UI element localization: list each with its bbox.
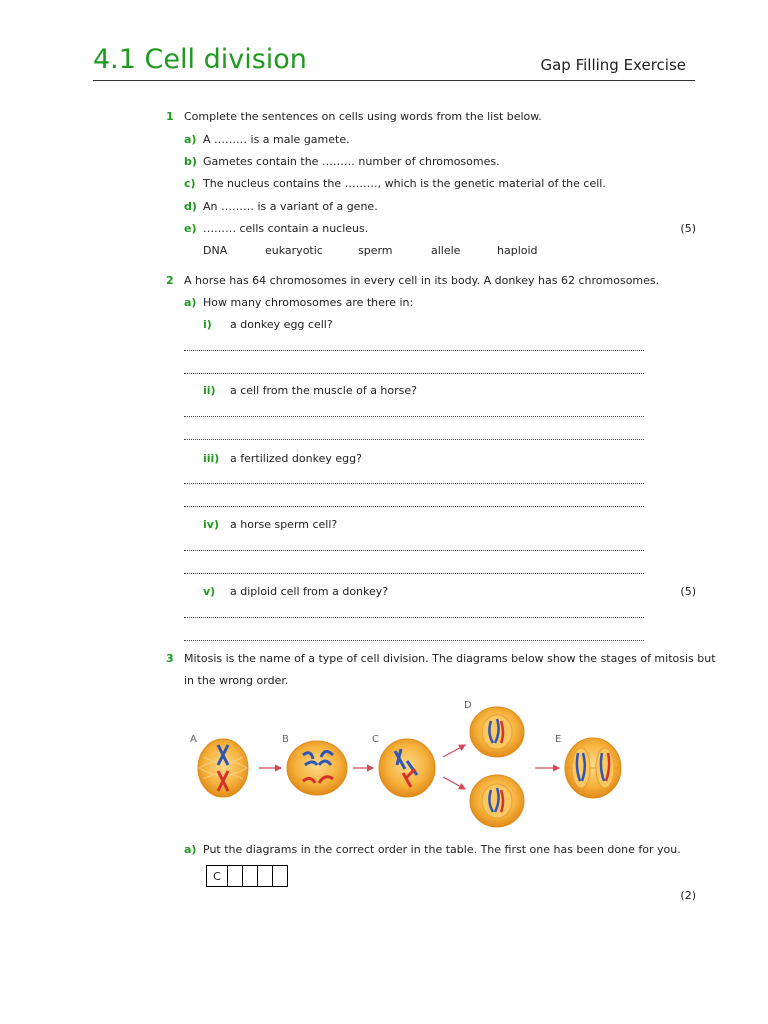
q1-item-text: A ……… is a male gamete. (203, 133, 350, 146)
mitosis-diagram (185, 695, 655, 835)
diagram-label-e: E (555, 734, 562, 745)
q1-word-allele: allele (431, 244, 461, 257)
cell-e (565, 738, 621, 798)
answer-line[interactable] (184, 506, 644, 507)
q2-sub-text: a fertilized donkey egg? (230, 452, 362, 465)
cell-d-bottom (470, 775, 524, 827)
answer-line[interactable] (184, 350, 644, 351)
q1-item-text: Gametes contain the ……… number of chromosomes. (203, 155, 500, 168)
cell-d-top (470, 707, 524, 757)
order-cell-1: C (207, 866, 228, 887)
q2-sub-text: a horse sperm cell? (230, 518, 338, 531)
q2-sub-text: a donkey egg cell? (230, 318, 333, 331)
question-1-number: 1 (166, 110, 174, 123)
q1-item-label: d) (184, 200, 197, 213)
order-cell-4[interactable] (258, 866, 273, 887)
question-1-prompt: Complete the sentences on cells using words from the list below. (184, 110, 542, 123)
q2-sub-label: ii) (203, 384, 216, 397)
question-2-number: 2 (166, 274, 174, 287)
answer-line[interactable] (184, 373, 644, 374)
q3a-text: Put the diagrams in the correct order in the table. The first one has been done for you. (203, 843, 681, 856)
q1-item-label: e) (184, 222, 197, 235)
q3-marks: (2) (680, 889, 696, 902)
q1-word-sperm: sperm (358, 244, 393, 257)
q2a-label: a) (184, 296, 197, 309)
q1-word-dna: DNA (203, 244, 228, 257)
order-table (206, 865, 288, 887)
q2a-text: How many chromosomes are there in: (203, 296, 414, 309)
q2-marks: (5) (680, 585, 696, 598)
answer-line[interactable] (184, 439, 644, 440)
q1-word-haploid: haploid (497, 244, 538, 257)
page-subtitle: Gap Filling Exercise (540, 56, 686, 74)
q2-sub-label: iii) (203, 452, 220, 465)
question-3-prompt-line-2: in the wrong order. (184, 674, 289, 687)
q2-sub-label: v) (203, 585, 216, 598)
q1-word-eukaryotic: eukaryotic (265, 244, 323, 257)
answer-line[interactable] (184, 617, 644, 618)
q1-item-label: a) (184, 133, 197, 146)
order-cell-3[interactable] (243, 866, 258, 887)
q1-item-text: ……… cells contain a nucleus. (203, 222, 369, 235)
order-cell-2[interactable] (228, 866, 243, 887)
diagram-label-d: D (464, 700, 472, 711)
q3a-label: a) (184, 843, 197, 856)
page-title: 4.1 Cell division (93, 44, 307, 75)
answer-line[interactable] (184, 416, 644, 417)
q2-sub-text: a cell from the muscle of a horse? (230, 384, 417, 397)
cell-c (379, 739, 435, 797)
diagram-label-b: B (282, 734, 289, 745)
header-divider (93, 80, 695, 81)
q1-item-label: b) (184, 155, 197, 168)
q1-item-label: c) (184, 177, 196, 190)
question-3-prompt-line-1: Mitosis is the name of a type of cell division. The diagrams below show the stages of mitosis but (184, 652, 716, 665)
cell-b (287, 741, 347, 795)
answer-line[interactable] (184, 550, 644, 551)
q2-sub-text: a diploid cell from a donkey? (230, 585, 389, 598)
q2-sub-label: i) (203, 318, 212, 331)
diagram-label-a: A (190, 734, 197, 745)
diagram-label-c: C (372, 734, 379, 745)
order-cell-5[interactable] (273, 866, 288, 887)
answer-line[interactable] (184, 483, 644, 484)
q1-item-text: The nucleus contains the ………, which is the genetic material of the cell. (203, 177, 606, 190)
q2-sub-label: iv) (203, 518, 219, 531)
question-3-number: 3 (166, 652, 174, 665)
q1-item-text: An ……… is a variant of a gene. (203, 200, 378, 213)
answer-line[interactable] (184, 640, 644, 641)
q1-marks: (5) (680, 222, 696, 235)
answer-line[interactable] (184, 573, 644, 574)
cell-a (198, 739, 248, 797)
question-2-prompt: A horse has 64 chromosomes in every cell in its body. A donkey has 62 chromosomes. (184, 274, 660, 287)
